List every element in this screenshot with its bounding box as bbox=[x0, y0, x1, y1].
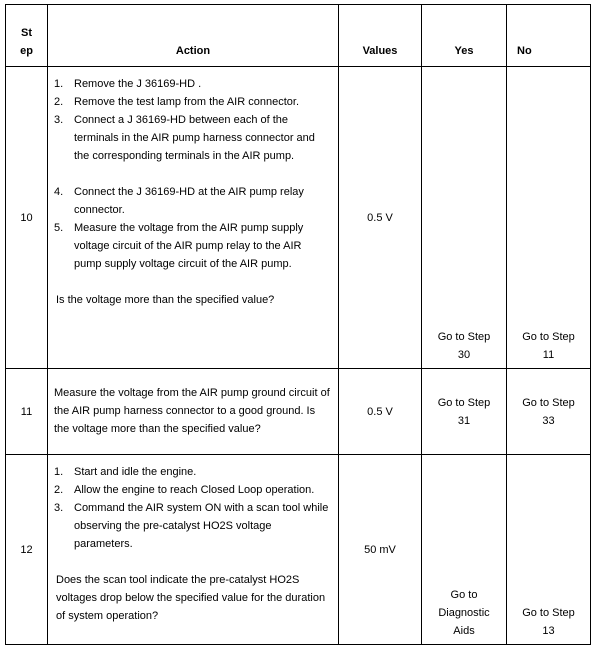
header-row bbox=[6, 5, 591, 67]
yes-cell: Go to Step 31 bbox=[422, 369, 507, 455]
table-row bbox=[6, 455, 591, 645]
list-item: 3. Command the AIR system ON with a scan tool while observing the pre-catalyst HO2S voltage parameters. bbox=[54, 502, 329, 550]
question-text: Is the voltage more than the specified value? bbox=[56, 294, 275, 306]
action-cell bbox=[48, 455, 339, 645]
list-item: 3. Connect a J 36169-HD between each of the terminals in the AIR pump harness connector and the corresponding terminals in the AIR pump. bbox=[54, 114, 315, 162]
no-cell: Go to Step 13 bbox=[507, 455, 591, 645]
list-item: 4. Connect the J 36169-HD at the AIR pump relay connector. bbox=[54, 186, 304, 216]
values-header: Values bbox=[339, 5, 422, 67]
step-header: St ep bbox=[6, 5, 48, 67]
no-header: No bbox=[507, 5, 591, 67]
yes-cell: Go to Diagnostic Aids bbox=[422, 455, 507, 645]
list-item: 1. Remove the J 36169-HD . bbox=[54, 78, 202, 90]
table-row bbox=[6, 67, 591, 369]
step-number: 12 bbox=[6, 455, 48, 645]
action-header: Action bbox=[48, 5, 339, 67]
question-text: Does the scan tool indicate the pre-catalyst HO2S voltages drop below the specified value for the duration of system operation? bbox=[56, 574, 326, 622]
step-number: 10 bbox=[6, 67, 48, 369]
value-cell: 0.5 V bbox=[339, 369, 422, 455]
no-cell: Go to Step 33 bbox=[507, 369, 591, 455]
yes-cell: Go to Step 30 bbox=[422, 67, 507, 369]
step-number: 11 bbox=[6, 369, 48, 455]
action-cell bbox=[48, 67, 339, 369]
value-cell: 50 mV bbox=[339, 455, 422, 645]
no-cell: Go to Step 11 bbox=[507, 67, 591, 369]
diagnostic-table bbox=[5, 4, 591, 645]
yes-header: Yes bbox=[422, 5, 507, 67]
list-item: 5. Measure the voltage from the AIR pump supply voltage circuit of the AIR pump relay to the AIR pump supply voltage circuit of the AIR pump. bbox=[54, 222, 304, 270]
action-cell: Measure the voltage from the AIR pump ground circuit of the AIR pump harness connector to a good ground. Is the voltage more than the specified value? bbox=[48, 369, 339, 455]
list-item: 2. Allow the engine to reach Closed Loop operation. bbox=[54, 484, 315, 496]
list-item: 1. Start and idle the engine. bbox=[54, 466, 197, 478]
table-row bbox=[6, 369, 591, 455]
value-cell: 0.5 V bbox=[339, 67, 422, 369]
list-item: 2. Remove the test lamp from the AIR connector. bbox=[54, 96, 299, 108]
